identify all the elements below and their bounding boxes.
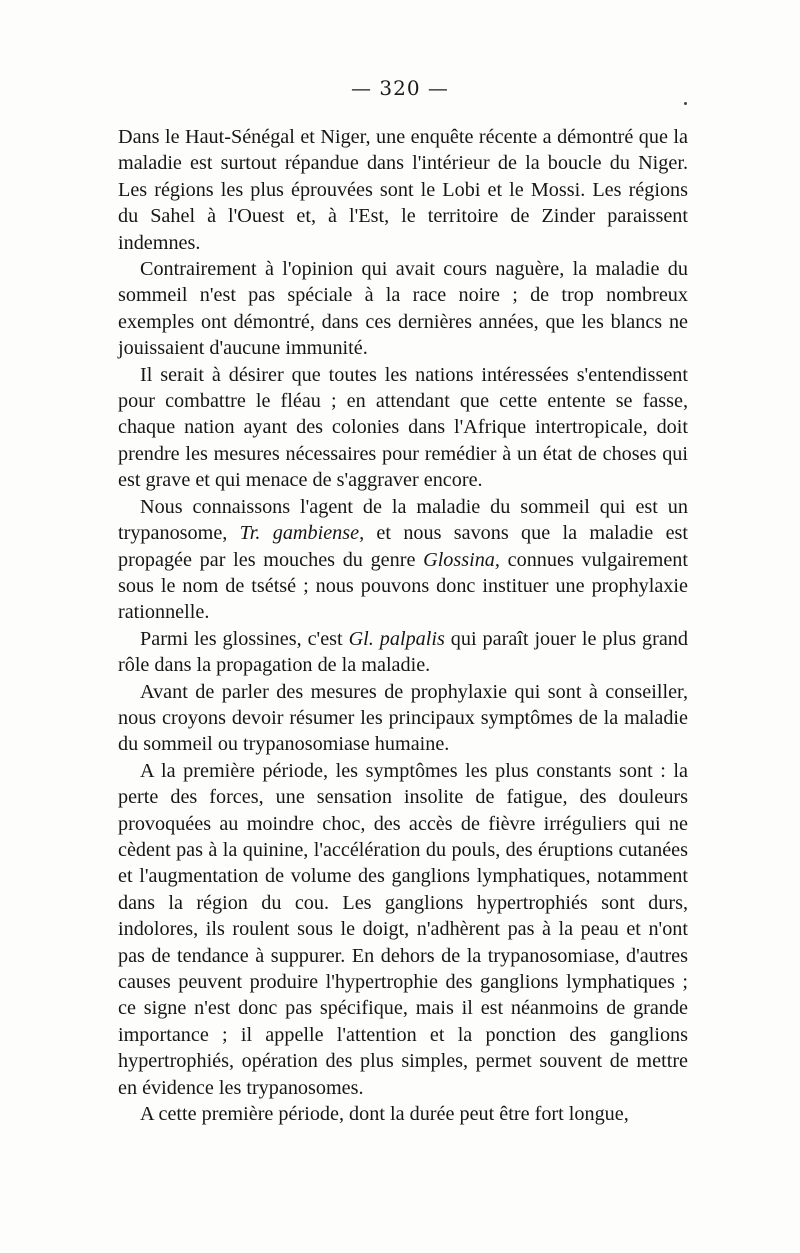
text-run: qui paraît jouer le plus grand rôle dans la propagation de la maladie. (118, 627, 688, 677)
text-run: A cette première période, dont la durée peut être fort longue, (140, 1103, 629, 1126)
paragraph (118, 626, 688, 679)
text-run: Avant de parler des mesures de prophylaxie qui sont à conseiller, nous croyons devoir résumer les principaux symptômes de la maladie du sommeil ou trypanosomiase humaine. (118, 680, 688, 756)
paragraph (118, 124, 688, 256)
text-run: Parmi les glossines, c'est (140, 627, 349, 650)
text-run: et nous savons que la maladie est propagée par les mouches du genre (118, 522, 688, 571)
text-run: Nous connaissons l'agent de la maladie du sommeil qui est un trypanosome, (118, 495, 688, 545)
text-run: Dans le Haut-Sénégal et Niger, une enquête récente a démontré que la maladie est surtout répandue dans l'intérieur de la boucle du Niger. Les régions les plus éprouvées sont le Lobi et le Mossi. Les régions du Sahel à l'Ouest et, à l'Est, le territoire de Zinder paraissent indemnes. (118, 126, 688, 254)
paragraph (118, 362, 688, 494)
text-run: Il serait à désirer que toutes les nations intéressées s'entendissent pour combattre le fléau ; en attendant que cette entente se fasse, chaque nation ayant des colonies dans l'Afrique intertropicale, doit prendre les mesures nécessaires pour remédier à un état de choses qui est grave et qui menace de s'aggraver encore. (118, 363, 688, 492)
body-text (118, 124, 688, 1127)
italic-term: Tr. gambiense, (239, 522, 365, 545)
text-run: Contrairement à l'opinion qui avait cours naguère, la maladie du sommeil n'est pas spéciale à la race noire ; de trop nombreux exemples ont démontré, dans ces dernières années, que les blancs ne jouissaient d'aucune immunité. (118, 258, 688, 360)
paragraph (118, 494, 688, 626)
paragraph (118, 1101, 688, 1127)
text-run: A la première période, les symptômes les plus constants sont : la perte des forces, une sensation insolite de fatigue, des douleurs provoquées au moindre choc, des accès de fièvre irréguliers qui ne cèdent pas à la quinine, l'accélération du pouls, des éruptions cutanées et l'augmentation de volume des ganglions lymphatiques, notamment dans la région du cou. Les ganglions hypertrophiés sont durs, indolores, ils roulent sous le doigt, n'adhèrent pas à la peau et n'ont pas de tendance à suppurer. En dehors de la trypanosomiase, d'autres causes peuvent produire l'hypertrophie des ganglions lymphatiques ; ce signe n'est donc pas spécifique, mais il est néanmoins de grande importance ; il appelle l'attention et la ponction des ganglions hypertrophiés, opération des plus simples, permet souvent de mettre en évidence les trypanosomes. (118, 759, 688, 1099)
print-speck-mark (684, 102, 687, 105)
italic-term: Glossina, (423, 548, 500, 571)
text-run: connues vulgairement sous le nom de tsétsé ; nous pouvons donc instituer une prophylaxie rationnelle. (118, 548, 688, 624)
paragraph (118, 256, 688, 362)
page-number: — 320 — (351, 76, 449, 100)
paragraph (118, 679, 688, 758)
paragraph (118, 758, 688, 1101)
italic-term: Gl. palpalis (348, 627, 445, 650)
